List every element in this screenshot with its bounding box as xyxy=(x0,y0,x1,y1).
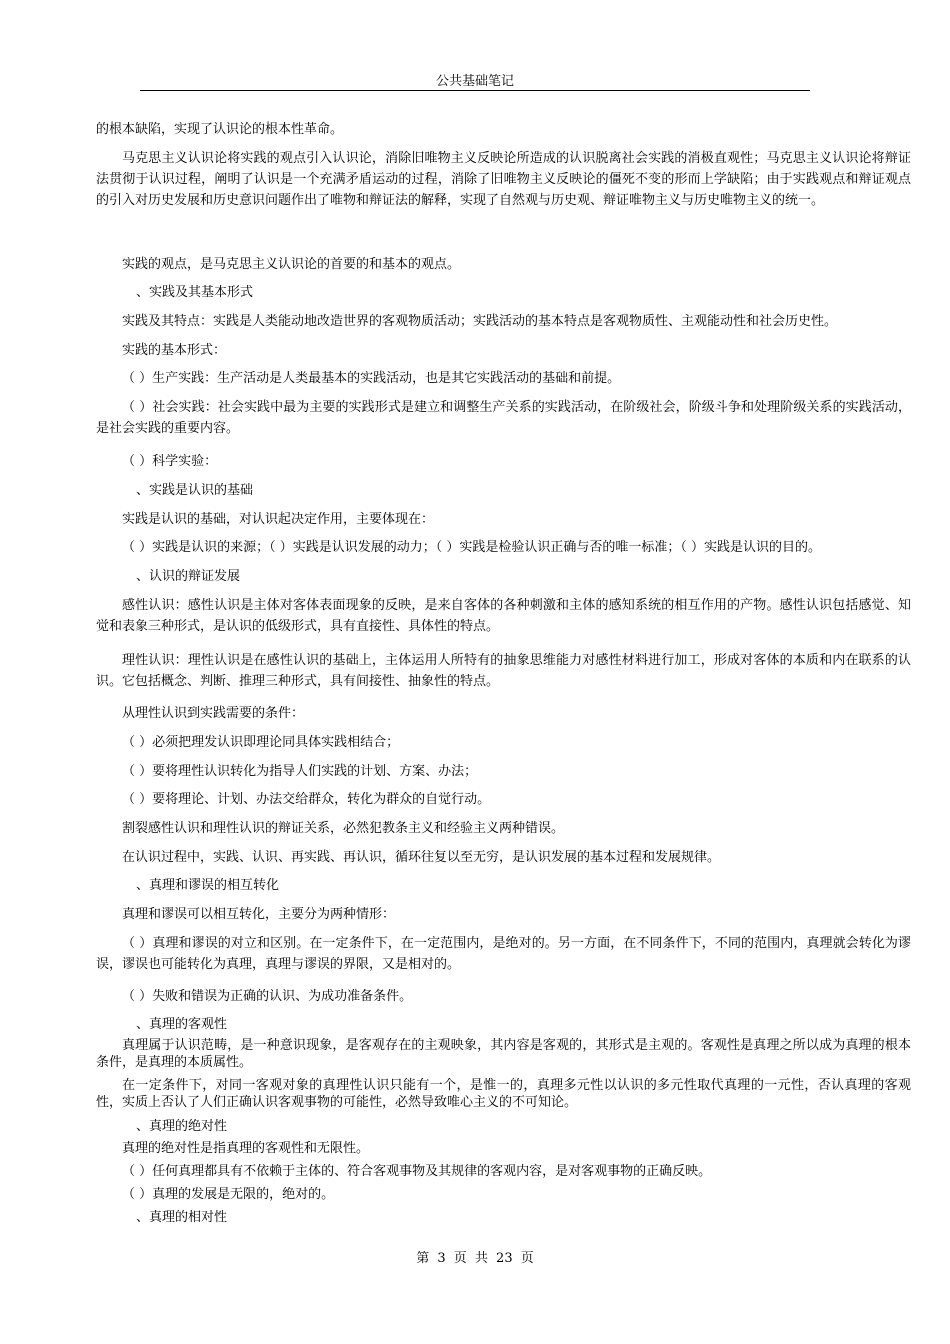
page-footer: 第 3 页 共 23 页 xyxy=(416,1251,534,1266)
section-heading: 、实践是认识的基础 xyxy=(136,483,254,498)
section-heading: 、真理的相对性 xyxy=(136,1210,228,1225)
list-item: （ ）要将理论、计划、办法交给群众，转化为群众的自觉行动。 xyxy=(122,792,491,807)
paragraph: 理性认识：理性认识是在感性认识的基础上，主体运用人所特有的抽象思维能力对感性材料进行加工，形成对客体的本质和内在联系的认识。它包括概念、判断、推理三种形式，具有间接性、抽象性的特点。 xyxy=(96,653,911,689)
paragraph: 割裂感性认识和理性认识的辩证关系，必然犯教条主义和经验主义两种错误。 xyxy=(122,821,565,836)
section-heading: 、认识的辩证发展 xyxy=(136,569,241,584)
list-item: （ ）要将理性认识转化为指导人们实践的计划、方案、办法； xyxy=(122,764,478,779)
list-item: （ ）真理的发展是无限的，绝对的。 xyxy=(122,1187,335,1202)
section-heading: 、真理的客观性 xyxy=(136,1017,228,1032)
header-title: 公共基础笔记 xyxy=(435,74,514,89)
paragraph: 实践及其特点：实践是人类能动地改造世界的客观物质活动；实践活动的基本特点是客观物质性、主观能动性和社会历史性。 xyxy=(122,314,838,329)
list-item: （ ）科学实验： xyxy=(122,454,218,469)
list-item: （ ）失败和错误为正确的认识、为成功准备条件。 xyxy=(122,989,413,1004)
paragraph: 真理属于认识范畴，是一种意识现象，是客观存在的主观映象，其内容是客观的，其形式是主观的。客观性是真理之所以成为真理的根本条件，是真理的本质属性。 xyxy=(96,1038,911,1070)
paragraph: 从理性认识到实践需要的条件： xyxy=(122,706,305,721)
paragraph: 真理和谬误可以相互转化，主要分为两种情形： xyxy=(122,907,396,922)
paragraph: 真理的绝对性是指真理的客观性和无限性。 xyxy=(122,1141,370,1156)
list-item: （ ）社会实践：社会实践中最为主要的实践形式是建立和调整生产关系的实践活动，在阶级社会，阶级斗争和处理阶级关系的实践活动，是社会实践的重要内容。 xyxy=(96,400,911,436)
section-heading: 、真理和谬误的相互转化 xyxy=(136,878,280,893)
paragraph-continuation: 的根本缺陷，实现了认识论的根本性革命。 xyxy=(96,122,344,137)
paragraph: 在认识过程中，实践、认识、再实践、再认识，循环往复以至无穷，是认识发展的基本过程和发展规律。 xyxy=(122,850,721,865)
paragraph: 马克思主义认识论将实践的观点引入认识论，消除旧唯物主义反映论所造成的认识脱离社会实践的消极直观性；马克思主义认识论将辩证法贯彻于认识过程，阐明了认识是一个充满矛盾运动的过程，消除了旧唯物主义反映论的僵死不变的形而上学缺陷；由于实践观点和辩证观点的引入对历史发展和历史意识问题作出了唯物和辩证法的解释，实现了自然观与历史观、辩证唯物主义与历史唯物主义的统一。 xyxy=(96,151,911,208)
list-item: （ ）真理和谬误的对立和区别。在一定条件下，在一定范围内，是绝对的。另一方面，在不同条件下，不同的范围内，真理就会转化为谬误，谬误也可能转化为真理，真理与谬误的界限，又是相对的。 xyxy=(96,936,911,972)
list-item: （ ）必须把理发认识即理论同具体实践相结合； xyxy=(122,735,400,750)
list-item: （ ）任何真理都具有不依赖于主体的、符合客观事物及其规律的客观内容，是对客观事物的正确反映。 xyxy=(122,1164,712,1179)
paragraph: 实践的观点，是马克思主义认识论的首要的和基本的观点。 xyxy=(122,257,461,272)
list-item: （ ）生产实践：生产活动是人类最基本的实践活动，也是其它实践活动的基础和前提。 xyxy=(122,371,621,386)
section-heading: 、真理的绝对性 xyxy=(136,1119,228,1134)
paragraph: 实践是认识的基础，对认识起决定作用，主要体现在： xyxy=(122,512,435,527)
paragraph: 感性认识：感性认识是主体对客体表面现象的反映，是来自客体的各种刺激和主体的感知系统的相互作用的产物。感性认识包括感觉、知觉和表象三种形式，是认识的低级形式，具有直接性、具体性的特点。 xyxy=(96,598,911,634)
paragraph: 在一定条件下，对同一客观对象的真理性认识只能有一个，是惟一的，真理多元性以认识的多元性取代真理的一元性，否认真理的客观性，实质上否认了人们正确认识客观事物的可能性，必然导致唯心主义的不可知论。 xyxy=(96,1078,911,1110)
list-item: （ ）实践是认识的来源；（ ）实践是认识发展的动力；（ ）实践是检验认识正确与否的唯一标准；（ ）实践是认识的目的。 xyxy=(122,540,822,555)
section-heading: 、实践及其基本形式 xyxy=(136,285,254,300)
paragraph: 实践的基本形式： xyxy=(122,343,227,358)
